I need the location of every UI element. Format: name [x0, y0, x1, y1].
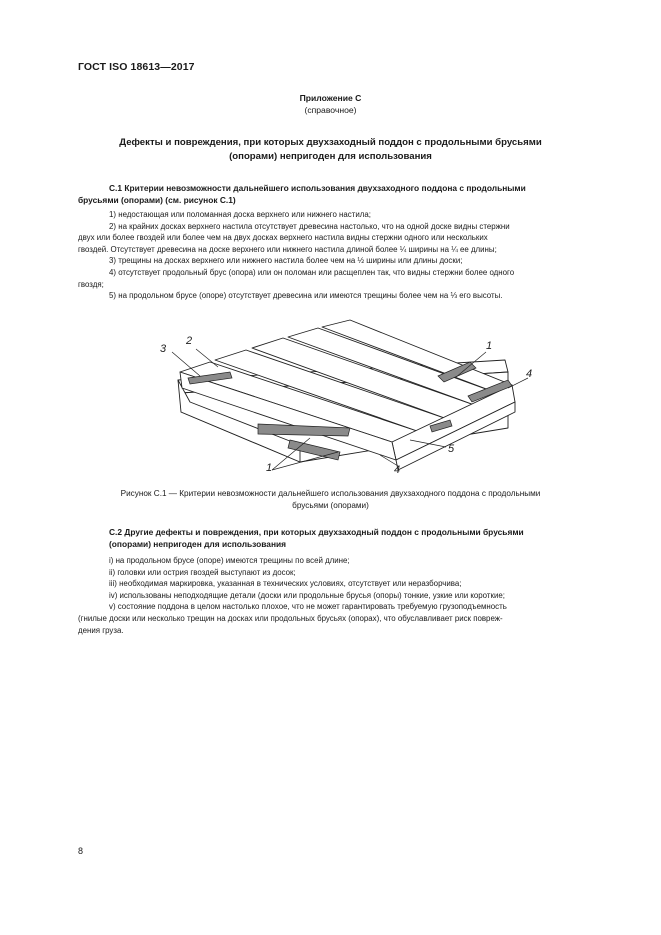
section-c1-title: брусьями (опорами) (см. рисунок С.1)	[78, 194, 236, 205]
callout-1-top: 1	[486, 340, 493, 352]
figure-caption-line: Рисунок С.1 — Критерии невозможности дальнейшего использования двухзаходного поддона с продольными	[120, 489, 541, 498]
appendix-title: Приложение С	[299, 93, 362, 103]
defect-item-cont: (гнилые доски или несколько трещин на досках или продольных брусьях (опорах), что обуславливает риск повреж-	[78, 613, 503, 623]
defect-item: i) на продольном брусе (опоре) имеются трещины по всей длине;	[109, 556, 350, 565]
defect-item: ii) головки или острия гвоздей выступают из досок;	[109, 567, 296, 577]
section-c1-title: С.1 Критерии невозможности дальнейшего использования двухзаходного поддона с продольными	[109, 183, 526, 193]
criterion-item: 5) на продольном брусе (опоре) отсутствует древесина или имеются трещины более чем на ⅓ его высоты.	[109, 291, 503, 301]
defect-item: iv) использованы неподходящие детали (доски или продольные брусья (опоры) тонкие, узкие или короткие;	[109, 590, 505, 600]
defect-item-cont: дения груза.	[78, 625, 124, 635]
section-c2	[78, 527, 583, 636]
criterion-item-cont: двух или более гвоздей или более чем на двух досках верхнего настила видны стержни одного или нескольких	[78, 233, 488, 243]
defect-item: v) состояние поддона в целом настолько плохое, что не может гарантировать требуемую грузоподъемность	[109, 602, 507, 612]
appendix-subtitle: (справочное)	[304, 105, 357, 115]
callout-4-bottom: 4	[394, 464, 401, 476]
figure-caption-line: брусьями (опорами)	[292, 500, 369, 510]
defect-item: iii) необходимая маркировка, указанная в технических условиях, отсутствует или неразборчива;	[109, 579, 462, 589]
criterion-item-cont: гвоздей. Отсутствует древесина на доске верхнего или нижнего настила длиной более ¼ ширины на ¼ ее длины;	[78, 244, 497, 254]
leader-line	[508, 378, 528, 388]
section-c2-title: С.2 Другие дефекты и повреждения, при которых двухзаходный поддон с продольными брусьями	[109, 527, 524, 537]
callout-3: 3	[160, 343, 167, 355]
callout-4-right: 4	[526, 368, 533, 380]
callout-5: 5	[448, 443, 455, 455]
callout-1-bottom: 1	[266, 462, 273, 474]
criterion-item: 4) отсутствует продольный брус (опора) или он поломан или расщеплен так, что видны стержни более одного	[109, 267, 515, 277]
callout-2: 2	[186, 335, 193, 347]
appendix-heading-line: (опорами) непригоден для использования	[229, 151, 432, 162]
section-c2-title: (опорами) непригоден для использования	[109, 538, 287, 549]
criterion-item: 3) трещины на досках верхнего или нижнего настила более чем на ½ ширины или длины доски;	[109, 256, 463, 266]
figure-caption	[0, 488, 661, 511]
appendix-heading-line: Дефекты и повреждения, при которых двухзаходный поддон с продольными брусьями	[119, 137, 542, 148]
criterion-item: 1) недостающая или поломанная доска верхнего или нижнего настила;	[109, 210, 371, 219]
standard-header: ГОСТ ISO 18613—2017	[78, 61, 195, 73]
criterion-item-cont: гвоздя;	[78, 279, 104, 289]
criterion-item: 2) на крайних досках верхнего настила отсутствует древесина настолько, что на одной доске видны стержни	[109, 221, 510, 231]
page-number: 8	[78, 846, 84, 856]
